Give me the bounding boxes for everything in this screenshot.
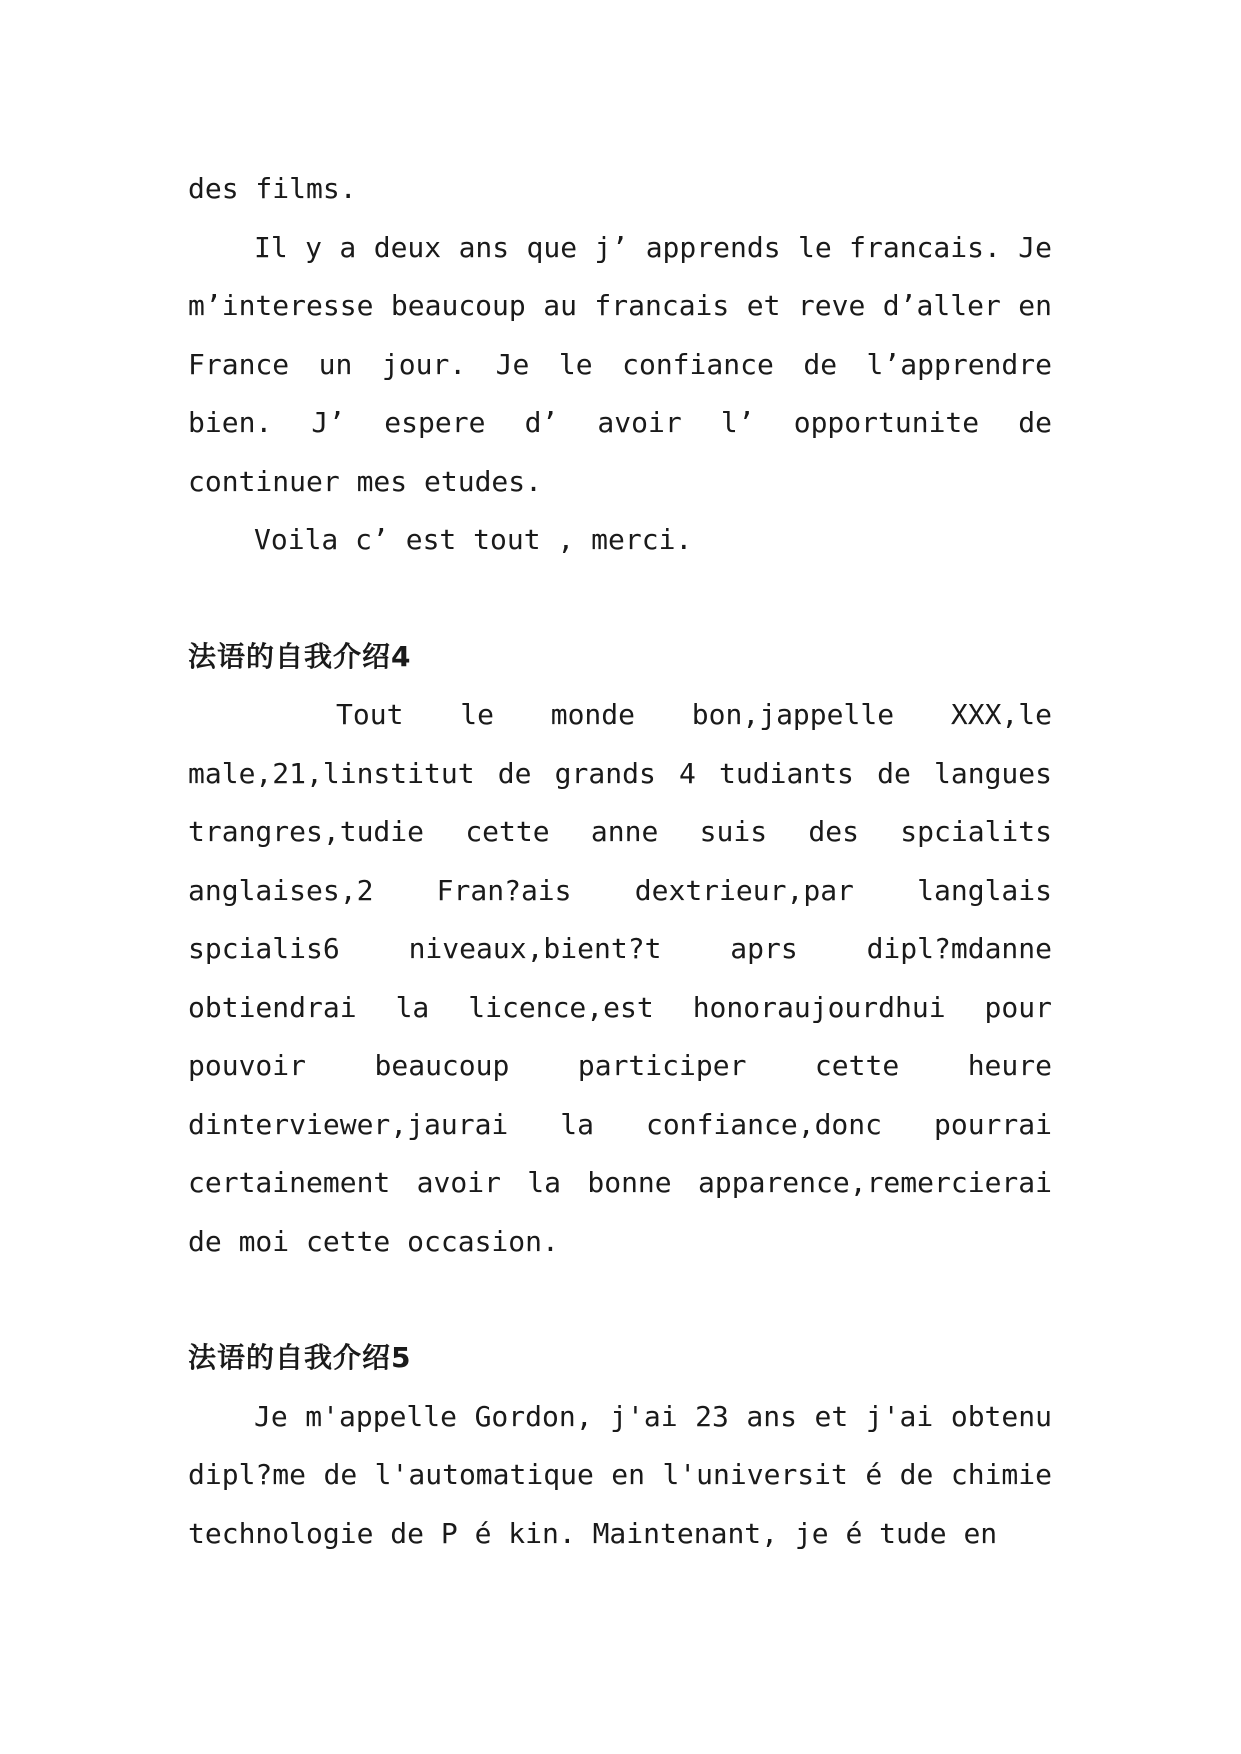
document-content [188, 160, 1052, 1563]
section-5-body: Je m'appelle Gordon, j'ai 23 ans et j'ai obtenu dipl?me de l'automatique en l'universit é de chimie technologie de P é kin. Maintenant, je é tude en [188, 1399, 1052, 1550]
paragraph-closing: Voila c’ est tout , merci. [254, 523, 693, 556]
section-4-body: Tout le monde bon,jappelle XXX,le male,21,linstitut de grands 4 tudiants de langues trangres,tudie cette anne suis des spcialits anglaises,2 Fran?ais dextrieur,par langlais spcialis6 niveaux,bient?t aprs dipl?mdanne obtiendrai la licence,est honoraujourdhui pour pouvoir beaucoup participer cette heure dinterviewer,jaurai la confiance,donc pourrai certainement avoir la bonne apparence,remercierai de moi cette occasion. [188, 698, 1052, 1258]
section-heading-4: 法语的自我介绍4 [188, 639, 412, 673]
paragraph-continuation: des films. [188, 172, 357, 205]
section-heading-5: 法语的自我介绍5 [188, 1341, 412, 1374]
paragraph-learning-french: Il y a deux ans que j’ apprends le francais. Je m’interesse beaucoup au francais et reve d’aller en France un jour. Je le confiance de l’apprendre bien. J’ espere d’ avoir l’ opportunite de continuer mes etudes. [188, 230, 1052, 498]
